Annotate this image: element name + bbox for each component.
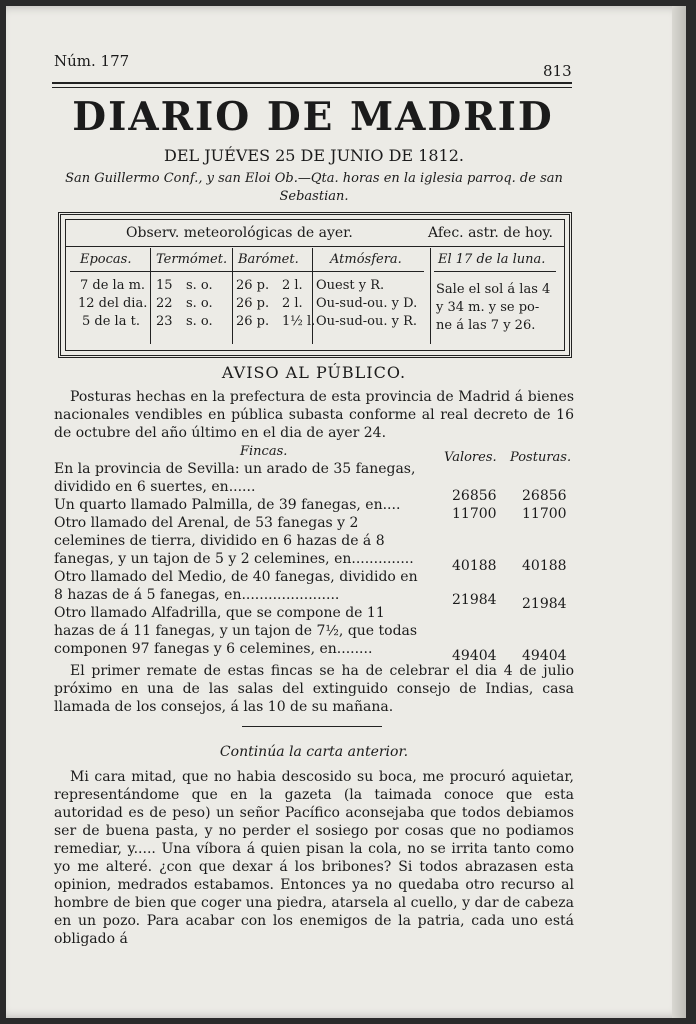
lot-valor: 26856 xyxy=(452,488,497,504)
row-atmos: Ouest y R. xyxy=(316,278,385,293)
row-baro-p: 26 p. xyxy=(236,278,270,293)
col-luna: El 17 de la luna. xyxy=(438,252,546,267)
lot-valor: 49404 xyxy=(452,648,497,664)
col-barometro: Barómet. xyxy=(238,252,299,267)
carta-text: Mi cara mitad, que no habia descosido su boca, me procuró aquietar, representándome que en la gazeta (la taimada conoce que esta autoridad es de peso) un señor Pacífico aconsejaba que todos debiamos ser de buena pasta, y no perder el sosiego por cosas que no podiamos remediar, y..... Una víbora á quien pisan la cola, no se irrita tanto como yo me alteré. ¿con que dexar á los bribones? Si todos abrazasen esta opinion, medrados estabamos. Entonces ya no quedaba otro recurso al hombre de bien que coger una piedra, atarsela al cuello, y dar de cabeza en un pozo. Para acabar con los enemigos de la patria, cada uno está obligado á xyxy=(54,769,574,947)
row-baro-p: 26 p. xyxy=(236,314,270,329)
header-rule xyxy=(52,82,572,88)
aviso-intro: Posturas hechas en la prefectura de esta provincia de Madrid á bienes nacionales vendibles en pública subasta conforme al real decreto de 16 de octubre del año último en el dia de ayer 24. xyxy=(54,389,574,441)
lot-postura: 49404 xyxy=(522,648,567,664)
lot-postura: 11700 xyxy=(522,506,567,522)
row-baro-l: 1½ l. xyxy=(282,314,316,329)
table-divider xyxy=(312,248,313,344)
astro-title: Afec. astr. de hoy. xyxy=(428,225,553,241)
section-title-carta: Continúa la carta anterior. xyxy=(219,744,409,760)
lot-valor: 11700 xyxy=(452,506,497,522)
row-termo-value: 23 xyxy=(156,314,173,329)
weather-title: Observ. meteorológicas de ayer. xyxy=(126,225,353,241)
saints-of-day: San Guillermo Conf., y san Eloi Ob.—Qta. horas en la iglesia parroq. de san Sebastian. xyxy=(65,171,563,204)
weather-table xyxy=(58,212,572,358)
lot-postura: 40188 xyxy=(522,558,567,574)
astro-line: y 34 m. y se po- xyxy=(436,300,540,315)
lot-entry: Otro llamado Alfadrilla, que se compone de 11 hazas de á 11 fanegas, y un tajon de 7½, que todas componen 97 fanegas y 6 celemines, en........ xyxy=(54,605,418,657)
col-fincas: Fincas. xyxy=(240,444,288,459)
issue-number: Núm. 177 xyxy=(54,52,130,70)
dateline: DEL JUÉVES 25 DE JUNIO DE 1812. xyxy=(164,146,464,165)
lot-entry: En la provincia de Sevilla: un arado de 35 fanegas, dividido en 6 suertes, en...... xyxy=(54,461,416,495)
section-separator xyxy=(242,726,382,727)
row-baro-l: 2 l. xyxy=(282,278,303,293)
row-termo-unit: s. o. xyxy=(186,278,213,293)
col-termometro: Termómet. xyxy=(156,252,228,267)
row-epoca: 12 del dia. xyxy=(78,296,148,311)
table-divider xyxy=(150,248,151,344)
col-posturas: Posturas. xyxy=(510,450,572,465)
aviso-closing: El primer remate de estas fincas se ha de celebrar el dia 4 de julio próximo en una de las salas del extinguido consejo de Indias, casa llamada de los consejos, á las 10 de su mañana. xyxy=(54,663,574,715)
row-termo-unit: s. o. xyxy=(186,296,213,311)
page-edge-shadow xyxy=(672,6,686,1018)
row-termo-value: 22 xyxy=(156,296,173,311)
row-baro-l: 2 l. xyxy=(282,296,303,311)
lot-valor: 40188 xyxy=(452,558,497,574)
col-atmosfera: Atmósfera. xyxy=(330,252,402,267)
page-number: 813 xyxy=(543,62,572,80)
astro-line: ne á las 7 y 26. xyxy=(436,318,536,333)
row-atmos: Ou-sud-ou. y D. xyxy=(316,296,418,311)
lot-postura: 21984 xyxy=(522,596,567,612)
lot-entry: Otro llamado del Arenal, de 53 fanegas y 2 celemines de tierra, dividido en 6 hazas de á 8 fanegas, y un tajon de 5 y 2 celemines, en.............. xyxy=(54,515,414,567)
lot-entry: Un quarto llamado Palmilla, de 39 fanegas, en.... xyxy=(54,497,401,513)
masthead-title: DIARIO DE MADRID xyxy=(72,94,554,140)
row-epoca: 5 de la t. xyxy=(82,314,140,329)
row-epoca: 7 de la m. xyxy=(80,278,146,293)
table-divider xyxy=(430,248,431,344)
astro-underline xyxy=(434,271,556,272)
lot-postura: 26856 xyxy=(522,488,567,504)
section-title-aviso: AVISO AL PÚBLICO. xyxy=(221,363,407,382)
lot-entry: Otro llamado del Medio, de 40 fanegas, dividido en 8 hazas de á 5 fanegas, en...................... xyxy=(54,569,418,603)
row-termo-unit: s. o. xyxy=(186,314,213,329)
row-termo-value: 15 xyxy=(156,278,173,293)
row-baro-p: 26 p. xyxy=(236,296,270,311)
weather-table-inner xyxy=(65,219,565,351)
header-underline xyxy=(70,271,424,272)
lot-valor: 21984 xyxy=(452,592,497,608)
newspaper-page xyxy=(6,6,686,1018)
row-atmos: Ou-sud-ou. y R. xyxy=(316,314,418,329)
col-valores: Valores. xyxy=(444,450,497,465)
astro-line: Sale el sol á las 4 xyxy=(436,282,551,297)
table-divider xyxy=(232,248,233,344)
table-rule xyxy=(66,246,564,247)
col-epocas: Epocas. xyxy=(80,252,132,267)
